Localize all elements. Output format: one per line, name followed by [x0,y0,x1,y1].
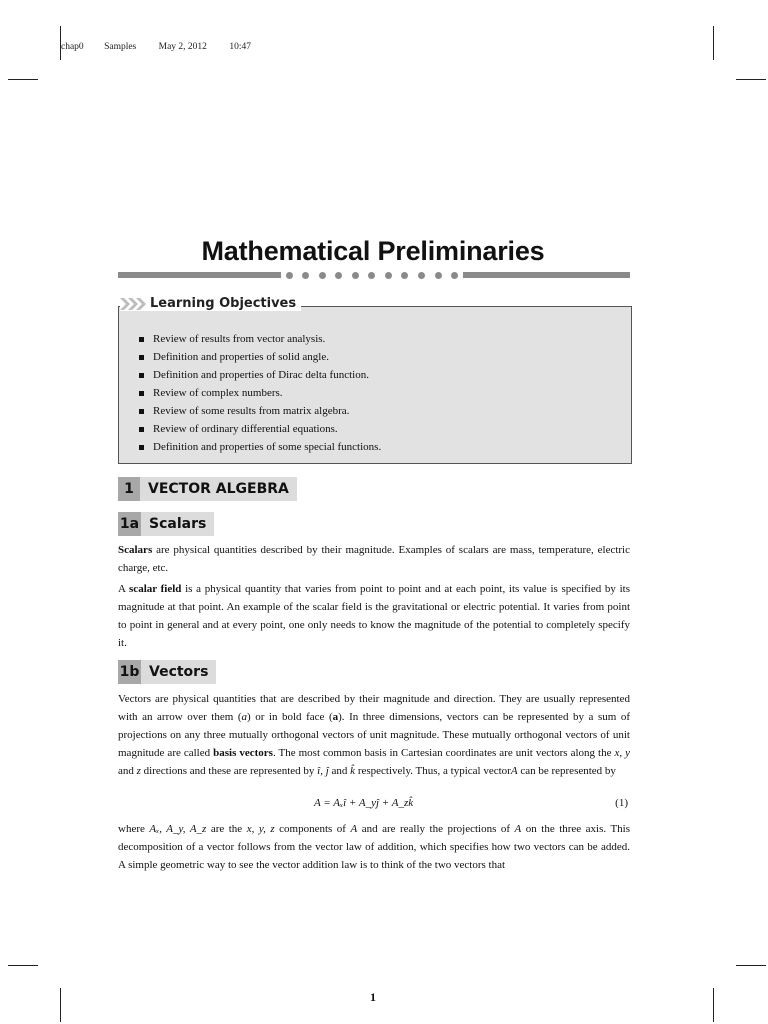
learning-objectives-header [120,296,301,311]
section-heading-1a [118,512,214,536]
bullet-icon [139,391,144,396]
list-item: Definition and properties of some special functions. [139,438,381,456]
section-title: Scalars [141,512,214,536]
section-title: Vectors [141,660,216,684]
list-item: Definition and properties of Dirac delta function. [139,366,381,384]
section-number: 1 [118,477,140,501]
crop-mark [736,965,766,966]
paragraph-scalar-field: A scalar field is a physical quantity that varies from point to point and at each point, its value is specified by its magnitude at that point. An example of the scalar field is the gravitational or electric potential. It varies from point to point in general and at every point, one only needs to know the magnitude of the potential to completely specify it. [118,583,630,649]
list-item: Review of some results from matrix algebra. [139,402,381,420]
list-item: Review of ordinary differential equations. [139,420,381,438]
section-number: 1a [118,512,141,536]
running-head [61,42,251,52]
crop-mark [736,79,766,80]
list-item: Review of complex numbers. [139,384,381,402]
paragraph-vectors: Vectors are physical quantities that are described by their magnitude and direction. They are usually represented with an arrow over them (a) or in bold face (a). In three dimensions, vectors can be represented by a sum of projections on any three mutually orthogonal vectors of unit magnitude. These mutually orthogonal vectors of unit magnitude are called basis vectors. The most common basis in Cartesian coordinates are unit vectors along the x, y and z directions and these are represented by î, ĵ and k̂ respectively. Thus, a typical vectorA can be represented by [118,693,630,777]
equation-1 [118,797,630,815]
running-head-chapter: chap0 [61,42,84,52]
crop-mark [713,26,714,60]
section-heading-1 [118,477,297,501]
title-dots-ornament [281,270,463,280]
running-head-date: May 2, 2012 [158,42,207,52]
learning-objectives-title: Learning Objectives [150,296,297,311]
bullet-icon [139,445,144,450]
bullet-icon [139,427,144,432]
equation-number: (1) [615,797,628,809]
title-rule-right [456,272,630,278]
chevrons-icon [120,297,148,311]
section-heading-1b [118,660,216,684]
bullet-icon [139,373,144,378]
crop-mark [8,965,38,966]
running-head-book: Samples [104,42,137,52]
learning-objectives-list [139,330,381,456]
running-head-time: 10:47 [229,42,251,52]
bullet-icon [139,355,144,360]
page-number: 1 [370,990,376,1004]
chapter-title: Mathematical Preliminaries [201,236,545,266]
bullet-icon [139,337,144,342]
list-item: Definition and properties of solid angle. [139,348,381,366]
section-title: VECTOR ALGEBRA [140,477,297,501]
paragraph-components: where Aₓ, A_y, A_z are the x, y, z components of A and are really the projections of A on the three axis. This decomposition of a vector follows from the vector law of addition, which specifies how two vectors can be added. A simple geometric way to see the vector addition law is to think of the two vectors that [118,823,631,871]
list-item: Review of results from vector analysis. [139,330,381,348]
equation-body: A = Aₓî + A_yĵ + A_zk̂ [314,797,414,809]
bullet-icon [139,409,144,414]
section-number: 1b [118,660,141,684]
paragraph-scalars: Scalars are physical quantities described by their magnitude. Examples of scalars are mass, temperature, electric charge, etc. [118,544,630,574]
title-rule-left [118,272,288,278]
crop-mark [8,79,38,80]
